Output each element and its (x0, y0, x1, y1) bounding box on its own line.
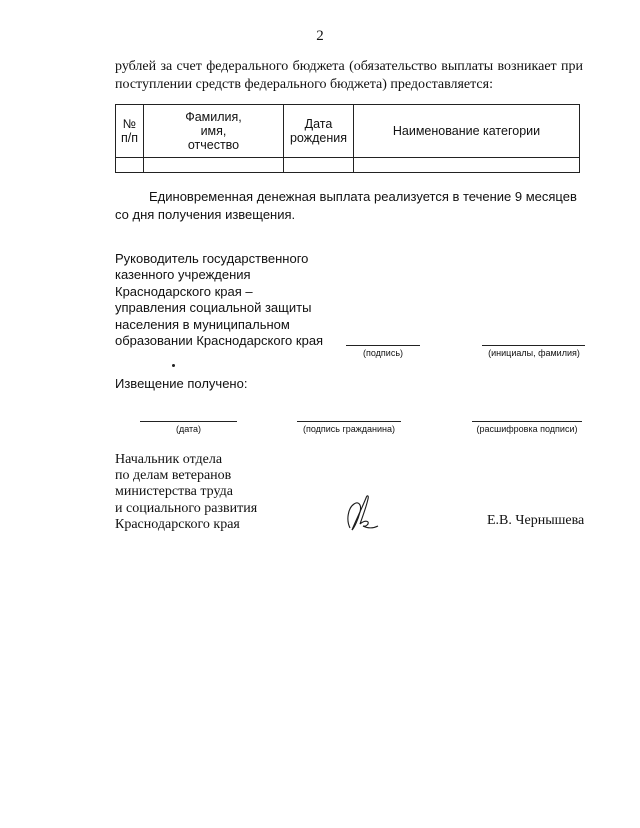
header-number-line1: № (122, 117, 137, 131)
header-category: Наименование категории (354, 105, 580, 158)
table-cell (284, 158, 354, 173)
head-name: Е.В. Чернышева (487, 513, 585, 528)
header-number (116, 105, 144, 158)
signature-caption: (подпись) (362, 348, 404, 358)
payment-paragraph: Единовременная денежная выплата реализуется в течение 9 месяцев со дня получения извещения. (115, 189, 577, 222)
header-birth-date-line1: Дата (304, 117, 333, 131)
initials-caption: (инициалы, фамилия) (488, 348, 580, 358)
signature-line (346, 345, 420, 346)
recipients-table (115, 104, 580, 173)
received-label: Извещение получено: (115, 376, 248, 391)
date-caption: (дата) (175, 424, 202, 434)
table-cell (354, 158, 580, 173)
table-header-row (116, 105, 580, 158)
signer-title: Руководитель государственного казенного учреждения Краснодарского края – управления социальной защиты населения в муниципальном образовании Краснодарского края (115, 251, 324, 349)
table-cell (116, 158, 144, 173)
decoding-caption: (расшифровка подписи) (476, 424, 578, 434)
head-title: Начальник отдела по делам ветеранов министерства труда и социального развития Краснодарского края (115, 452, 258, 532)
header-full-name-line3: отчество (187, 138, 240, 152)
header-birth-date (284, 105, 354, 158)
header-full-name-line2: имя, (200, 124, 227, 138)
date-line (140, 421, 237, 422)
header-number-line2: п/п (120, 131, 138, 145)
initials-line (482, 345, 585, 346)
page-number: 2 (316, 28, 324, 44)
header-full-name (144, 105, 284, 158)
header-full-name-line1: Фамилия, (185, 110, 242, 124)
handwritten-signature (336, 490, 386, 536)
table-row (116, 158, 580, 173)
stray-dot (172, 364, 175, 367)
intro-line-2: поступлении средств федерального бюджета) предоставляется: (115, 77, 493, 92)
table-cell (144, 158, 284, 173)
citizen-signature-line (297, 421, 401, 422)
intro-line-1: рублей за счет федерального бюджета (обязательство выплаты возникает при (115, 59, 583, 74)
citizen-signature-caption: (подпись гражданина) (302, 424, 396, 434)
intro-paragraph (115, 58, 583, 94)
decoding-line (472, 421, 582, 422)
header-birth-date-line2: рождения (289, 131, 348, 145)
